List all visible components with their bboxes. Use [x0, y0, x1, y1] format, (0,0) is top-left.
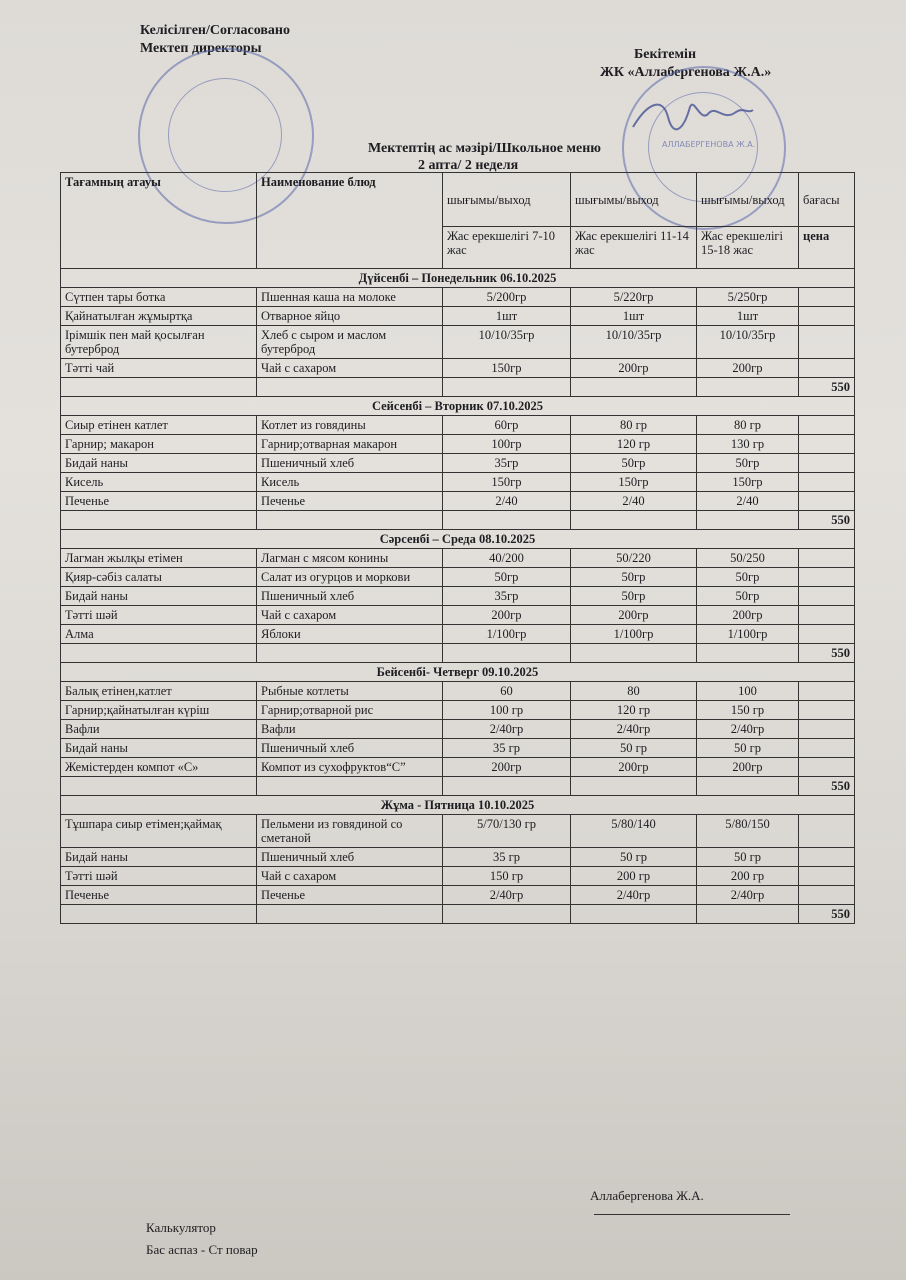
empty-cell [257, 777, 443, 796]
portion-15-18: 50/250 [697, 549, 799, 568]
dish-name-ru: Пшеничный хлеб [257, 587, 443, 606]
price-cell [799, 326, 855, 359]
approved-label: Келісілген/Согласовано [140, 23, 290, 38]
dish-name-ru: Пельмени из говядиной со сметаной [257, 815, 443, 848]
portion-7-10: 35 гр [443, 739, 571, 758]
table-row [61, 867, 855, 886]
portion-15-18: 50гр [697, 587, 799, 606]
portion-7-10: 5/70/130 гр [443, 815, 571, 848]
dish-name-kz: Печенье [61, 886, 257, 905]
day-header-row [61, 269, 855, 288]
dish-name-ru: Яблоки [257, 625, 443, 644]
menu-title: Мектептің ас мәзірі/Школьное меню [368, 141, 601, 156]
portion-7-10: 60гр [443, 416, 571, 435]
portion-15-18: 130 гр [697, 435, 799, 454]
portion-11-14: 2/40гр [571, 720, 697, 739]
col-price-kz: бағасы [799, 173, 855, 227]
table-row [61, 492, 855, 511]
day-title: Бейсенбі- Четверг 09.10.2025 [61, 663, 855, 682]
dish-name-ru: Печенье [257, 492, 443, 511]
dish-name-ru: Отварное яйцо [257, 307, 443, 326]
portion-11-14: 50гр [571, 454, 697, 473]
empty-cell [697, 378, 799, 397]
portion-11-14: 200 гр [571, 867, 697, 886]
portion-7-10: 50гр [443, 568, 571, 587]
dish-name-kz: Тұшпара сиыр етімен;қаймақ [61, 815, 257, 848]
company-label: ЖК «Аллабергенова Ж.А.» [600, 65, 772, 80]
dish-name-ru: Гарнир;отварной рис [257, 701, 443, 720]
dish-name-kz: Бидай наны [61, 739, 257, 758]
portion-11-14: 150гр [571, 473, 697, 492]
price-cell [799, 867, 855, 886]
price-cell [799, 720, 855, 739]
empty-cell [61, 777, 257, 796]
portion-11-14: 2/40гр [571, 886, 697, 905]
empty-cell [61, 378, 257, 397]
portion-11-14: 2/40 [571, 492, 697, 511]
table-row [61, 326, 855, 359]
dish-name-ru: Хлеб с сыром и маслом бутерброд [257, 326, 443, 359]
table-row [61, 815, 855, 848]
price-cell [799, 886, 855, 905]
signature-line [594, 1214, 790, 1215]
dish-name-ru: Гарнир;отварная макарон [257, 435, 443, 454]
dish-name-kz: Қайнатылған жұмыртқа [61, 307, 257, 326]
day-price: 550 [799, 905, 855, 924]
portion-7-10: 35гр [443, 587, 571, 606]
price-cell [799, 625, 855, 644]
price-row [61, 905, 855, 924]
col-age-2: Жас ерекшелігі 11-14 жас [571, 227, 697, 269]
director-label: Мектеп директоры [140, 41, 262, 56]
price-cell [799, 359, 855, 378]
dish-name-kz: Ірімшік пен май қосылған бутерброд [61, 326, 257, 359]
portion-7-10: 100 гр [443, 701, 571, 720]
portion-15-18: 50 гр [697, 739, 799, 758]
table-row [61, 720, 855, 739]
day-header-row [61, 530, 855, 549]
portion-7-10: 2/40гр [443, 886, 571, 905]
empty-cell [571, 378, 697, 397]
price-row [61, 511, 855, 530]
dish-name-ru: Салат из огурцов и моркови [257, 568, 443, 587]
portion-11-14: 1шт [571, 307, 697, 326]
empty-cell [443, 905, 571, 924]
dish-name-ru: Кисель [257, 473, 443, 492]
price-row [61, 644, 855, 663]
table-row [61, 886, 855, 905]
table-row [61, 435, 855, 454]
portion-7-10: 1/100гр [443, 625, 571, 644]
dish-name-ru: Пшеничный хлеб [257, 454, 443, 473]
portion-15-18: 50гр [697, 454, 799, 473]
dish-name-kz: Жемістерден компот «С» [61, 758, 257, 777]
table-row [61, 739, 855, 758]
dish-name-kz: Тәтті шәй [61, 606, 257, 625]
dish-name-ru: Вафли [257, 720, 443, 739]
empty-cell [61, 644, 257, 663]
empty-cell [443, 511, 571, 530]
price-cell [799, 815, 855, 848]
price-cell [799, 307, 855, 326]
table-row [61, 549, 855, 568]
dish-name-kz: Тәтті шәй [61, 867, 257, 886]
table-row [61, 606, 855, 625]
portion-11-14: 50 гр [571, 848, 697, 867]
table-row [61, 701, 855, 720]
portion-11-14: 80 [571, 682, 697, 701]
day-price: 550 [799, 378, 855, 397]
dish-name-kz: Бидай наны [61, 587, 257, 606]
chef-label: Бас аспаз - Ст повар [146, 1242, 258, 1257]
dish-name-kz: Лагман жылқы етімен [61, 549, 257, 568]
table-row [61, 758, 855, 777]
table-row [61, 848, 855, 867]
empty-cell [257, 378, 443, 397]
portion-15-18: 2/40 [697, 492, 799, 511]
portion-7-10: 10/10/35гр [443, 326, 571, 359]
price-cell [799, 587, 855, 606]
empty-cell [61, 905, 257, 924]
portion-15-18: 5/80/150 [697, 815, 799, 848]
portion-7-10: 200гр [443, 606, 571, 625]
table-row [61, 568, 855, 587]
price-cell [799, 739, 855, 758]
empty-cell [697, 777, 799, 796]
director-signature [628, 92, 758, 142]
dish-name-kz: Балық етінен,катлет [61, 682, 257, 701]
price-cell [799, 549, 855, 568]
dish-name-kz: Бидай наны [61, 848, 257, 867]
col-age-3: Жас ерекшелігі 15-18 жас [697, 227, 799, 269]
dish-name-kz: Печенье [61, 492, 257, 511]
signer-name: Аллабергенова Ж.А. [590, 1188, 704, 1203]
day-title: Сәрсенбі – Среда 08.10.2025 [61, 530, 855, 549]
dish-name-kz: Бидай наны [61, 454, 257, 473]
portion-7-10: 35гр [443, 454, 571, 473]
day-title: Жұма - Пятница 10.10.2025 [61, 796, 855, 815]
price-cell [799, 682, 855, 701]
dish-name-kz: Вафли [61, 720, 257, 739]
price-cell [799, 701, 855, 720]
price-cell [799, 606, 855, 625]
portion-11-14: 5/80/140 [571, 815, 697, 848]
portion-11-14: 80 гр [571, 416, 697, 435]
price-cell [799, 288, 855, 307]
portion-15-18: 150 гр [697, 701, 799, 720]
portion-7-10: 35 гр [443, 848, 571, 867]
portion-11-14: 50гр [571, 568, 697, 587]
day-price: 550 [799, 511, 855, 530]
portion-15-18: 5/250гр [697, 288, 799, 307]
empty-cell [571, 511, 697, 530]
dish-name-ru: Пшенная каша на молоке [257, 288, 443, 307]
portion-7-10: 2/40гр [443, 720, 571, 739]
portion-15-18: 50гр [697, 568, 799, 587]
dish-name-kz: Тәтті чай [61, 359, 257, 378]
portion-11-14: 120 гр [571, 435, 697, 454]
portion-15-18: 80 гр [697, 416, 799, 435]
price-cell [799, 758, 855, 777]
price-cell [799, 568, 855, 587]
dish-name-kz: Кисель [61, 473, 257, 492]
dish-name-kz: Қияр-сәбіз салаты [61, 568, 257, 587]
portion-11-14: 5/220гр [571, 288, 697, 307]
price-row [61, 777, 855, 796]
portion-7-10: 2/40 [443, 492, 571, 511]
empty-cell [571, 644, 697, 663]
empty-cell [443, 644, 571, 663]
empty-cell [697, 644, 799, 663]
price-cell [799, 473, 855, 492]
col-out-1: шығымы/выход [443, 173, 571, 227]
portion-7-10: 40/200 [443, 549, 571, 568]
day-title: Сейсенбі – Вторник 07.10.2025 [61, 397, 855, 416]
col-name-ru: Наименование блюд [257, 173, 443, 269]
portion-7-10: 150 гр [443, 867, 571, 886]
portion-7-10: 150гр [443, 473, 571, 492]
price-cell [799, 492, 855, 511]
table-row [61, 416, 855, 435]
portion-11-14: 50/220 [571, 549, 697, 568]
portion-15-18: 100 [697, 682, 799, 701]
stamp-name: АЛЛАБЕРГЕНОВА Ж.А. [662, 140, 756, 149]
portion-11-14: 200гр [571, 606, 697, 625]
portion-15-18: 2/40гр [697, 720, 799, 739]
col-name-kz: Тағамның атауы [61, 173, 257, 269]
empty-cell [257, 511, 443, 530]
empty-cell [697, 905, 799, 924]
price-cell [799, 416, 855, 435]
col-out-2: шығымы/выход [571, 173, 697, 227]
day-title: Дүйсенбі – Понедельник 06.10.2025 [61, 269, 855, 288]
day-header-row [61, 397, 855, 416]
portion-11-14: 10/10/35гр [571, 326, 697, 359]
portion-11-14: 200гр [571, 758, 697, 777]
table-row [61, 454, 855, 473]
calculator-label: Калькулятор [146, 1220, 216, 1235]
portion-15-18: 10/10/35гр [697, 326, 799, 359]
day-header-row [61, 796, 855, 815]
day-price: 550 [799, 777, 855, 796]
empty-cell [697, 511, 799, 530]
empty-cell [571, 777, 697, 796]
price-cell [799, 435, 855, 454]
portion-15-18: 1/100гр [697, 625, 799, 644]
approve-label: Бекітемін [634, 47, 697, 62]
portion-15-18: 200гр [697, 359, 799, 378]
portion-15-18: 200 гр [697, 867, 799, 886]
dish-name-ru: Печенье [257, 886, 443, 905]
portion-7-10: 1шт [443, 307, 571, 326]
day-price: 550 [799, 644, 855, 663]
portion-7-10: 200гр [443, 758, 571, 777]
table-row [61, 587, 855, 606]
dish-name-ru: Чай с сахаром [257, 606, 443, 625]
dish-name-kz: Гарнир; макарон [61, 435, 257, 454]
portion-15-18: 150гр [697, 473, 799, 492]
portion-11-14: 200гр [571, 359, 697, 378]
portion-11-14: 50 гр [571, 739, 697, 758]
dish-name-ru: Чай с сахаром [257, 867, 443, 886]
portion-7-10: 5/200гр [443, 288, 571, 307]
dish-name-kz: Сиыр етінен катлет [61, 416, 257, 435]
table-row [61, 307, 855, 326]
header-row-1 [61, 173, 855, 227]
dish-name-ru: Пшеничный хлеб [257, 848, 443, 867]
empty-cell [443, 777, 571, 796]
portion-15-18: 1шт [697, 307, 799, 326]
portion-15-18: 200гр [697, 606, 799, 625]
dish-name-ru: Компот из сухофруктов“С” [257, 758, 443, 777]
portion-15-18: 2/40гр [697, 886, 799, 905]
dish-name-ru: Пшеничный хлеб [257, 739, 443, 758]
table-row [61, 682, 855, 701]
price-row [61, 378, 855, 397]
portion-11-14: 1/100гр [571, 625, 697, 644]
table-row [61, 625, 855, 644]
empty-cell [61, 511, 257, 530]
portion-15-18: 50 гр [697, 848, 799, 867]
dish-name-ru: Лагман с мясом конины [257, 549, 443, 568]
dish-name-ru: Рыбные котлеты [257, 682, 443, 701]
empty-cell [257, 644, 443, 663]
empty-cell [571, 905, 697, 924]
portion-7-10: 100гр [443, 435, 571, 454]
portion-11-14: 50гр [571, 587, 697, 606]
dish-name-kz: Алма [61, 625, 257, 644]
table-row [61, 288, 855, 307]
week-label: 2 апта/ 2 неделя [418, 158, 519, 173]
dish-name-ru: Котлет из говядины [257, 416, 443, 435]
empty-cell [257, 905, 443, 924]
col-price-ru: цена [799, 227, 855, 269]
day-header-row [61, 663, 855, 682]
portion-11-14: 120 гр [571, 701, 697, 720]
portion-15-18: 200гр [697, 758, 799, 777]
col-age-1: Жас ерекшелігі 7-10 жас [443, 227, 571, 269]
menu-table [60, 172, 855, 924]
portion-7-10: 60 [443, 682, 571, 701]
col-out-3: шығымы/выход [697, 173, 799, 227]
dish-name-kz: Сүтпен тары ботка [61, 288, 257, 307]
table-row [61, 359, 855, 378]
price-cell [799, 454, 855, 473]
price-cell [799, 848, 855, 867]
dish-name-ru: Чай с сахаром [257, 359, 443, 378]
empty-cell [443, 378, 571, 397]
dish-name-kz: Гарнир;қайнатылған күріш [61, 701, 257, 720]
table-row [61, 473, 855, 492]
portion-7-10: 150гр [443, 359, 571, 378]
